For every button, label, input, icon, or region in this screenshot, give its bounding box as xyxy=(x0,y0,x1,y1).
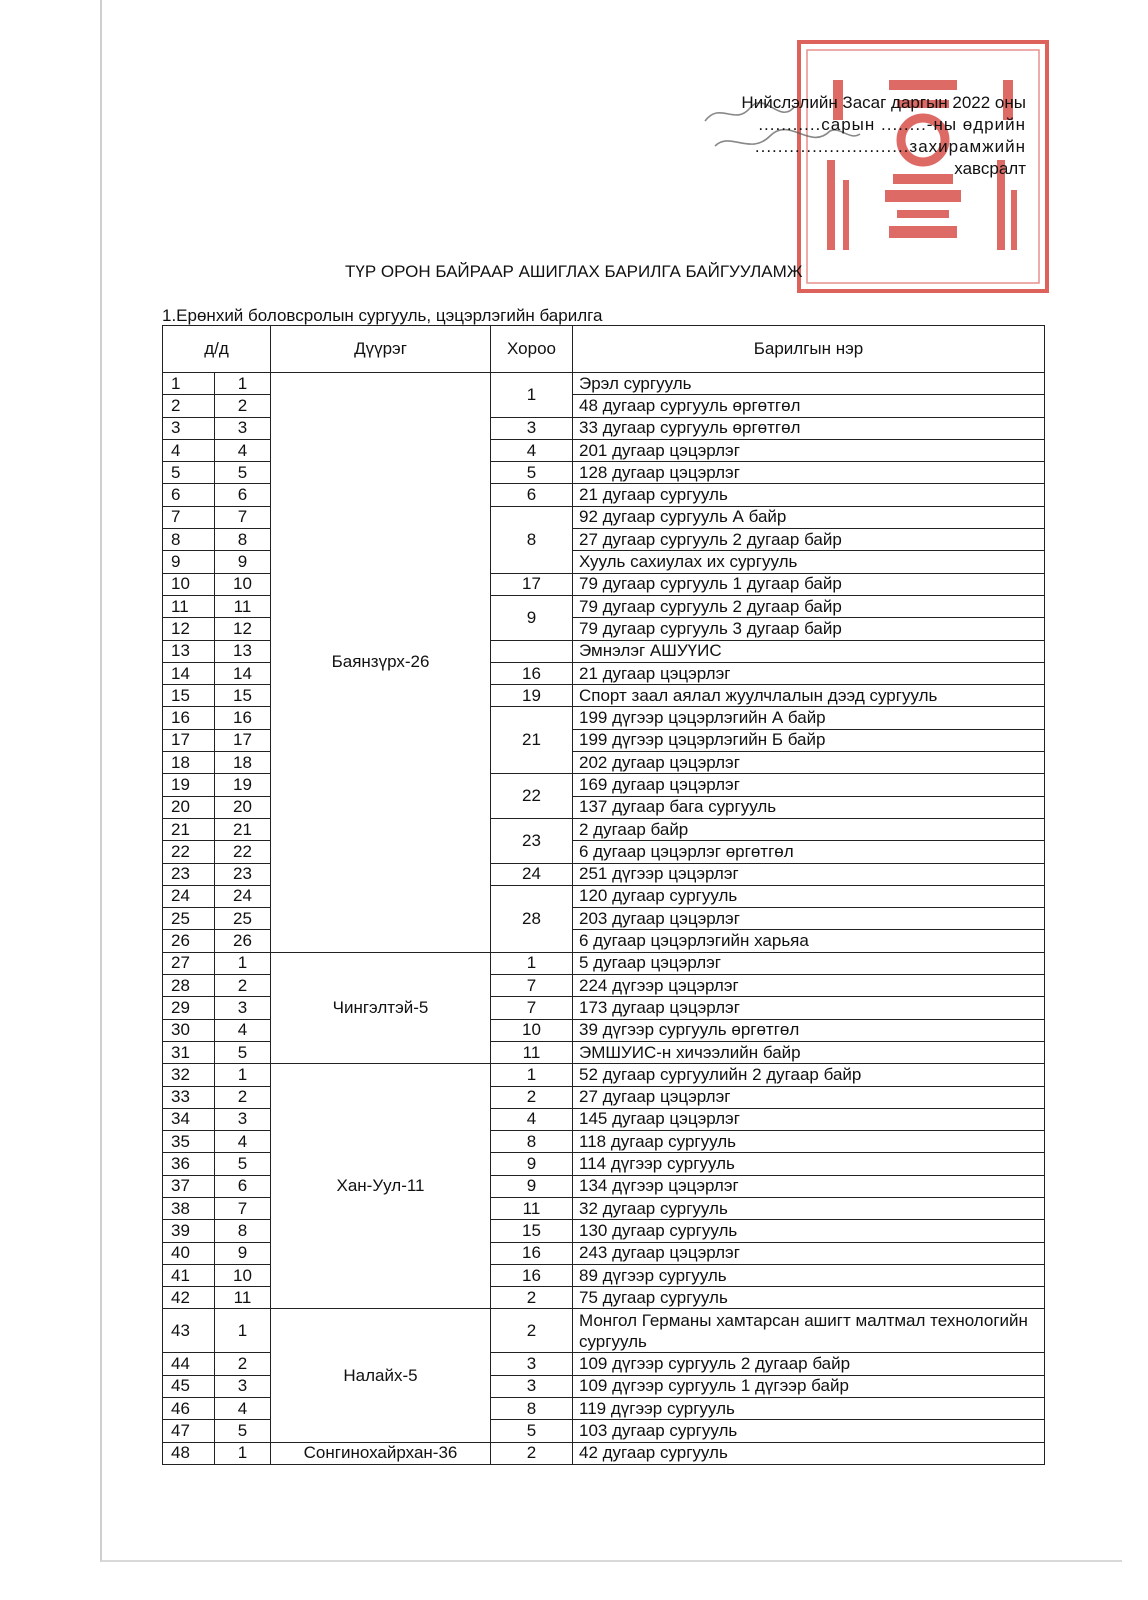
horoo-number: 16 xyxy=(491,1242,573,1264)
decree-header xyxy=(690,92,1026,180)
row-number: 31 xyxy=(163,1041,215,1063)
building-name: 27 дугаар сургууль 2 дугаар байр xyxy=(573,529,1045,551)
horoo-number: 3 xyxy=(491,1375,573,1397)
district-row-number: 1 xyxy=(215,1064,271,1086)
district-row-number: 6 xyxy=(215,484,271,506)
section-title: 1.Ерөнхий боловсролын сургууль, цэцэрлэгийн барилга xyxy=(162,306,603,325)
district-row-number: 3 xyxy=(215,997,271,1019)
horoo-number: 21 xyxy=(491,707,573,774)
row-number: 22 xyxy=(163,841,215,863)
building-name: 42 дугаар сургууль xyxy=(573,1442,1045,1464)
table-row xyxy=(163,952,1045,974)
row-number: 7 xyxy=(163,506,215,528)
table-row xyxy=(163,373,1045,395)
building-name: 92 дугаар сургууль А байр xyxy=(573,506,1045,528)
row-number: 28 xyxy=(163,975,215,997)
district-row-number: 18 xyxy=(215,752,271,774)
building-name: 33 дугаар сургууль өргөтгөл xyxy=(573,417,1045,439)
row-number: 35 xyxy=(163,1131,215,1153)
table-row xyxy=(163,1442,1045,1464)
row-number: 18 xyxy=(163,752,215,774)
header-line-4: хавсралт xyxy=(954,159,1026,178)
district-row-number: 23 xyxy=(215,863,271,885)
horoo-number xyxy=(491,640,573,662)
district-row-number: 14 xyxy=(215,662,271,684)
horoo-number: 28 xyxy=(491,885,573,952)
horoo-number: 4 xyxy=(491,1108,573,1130)
horoo-number: 22 xyxy=(491,774,573,819)
district-row-number: 7 xyxy=(215,506,271,528)
horoo-number: 2 xyxy=(491,1086,573,1108)
horoo-number: 9 xyxy=(491,595,573,640)
horoo-number: 5 xyxy=(491,462,573,484)
horoo-number: 2 xyxy=(491,1309,573,1353)
horoo-number: 16 xyxy=(491,1264,573,1286)
row-number: 5 xyxy=(163,462,215,484)
horoo-number: 2 xyxy=(491,1287,573,1309)
district-name: Баянзүрх-26 xyxy=(271,373,491,953)
row-number: 27 xyxy=(163,952,215,974)
building-name: 199 дүгээр цэцэрлэгийн Б байр xyxy=(573,729,1045,751)
district-name: Чингэлтэй-5 xyxy=(271,952,491,1063)
district-row-number: 3 xyxy=(215,1375,271,1397)
row-number: 42 xyxy=(163,1287,215,1309)
row-number: 21 xyxy=(163,818,215,840)
district-row-number: 26 xyxy=(215,930,271,952)
building-name: 79 дугаар сургууль 1 дугаар байр xyxy=(573,573,1045,595)
row-number: 14 xyxy=(163,662,215,684)
building-name: 224 дүгээр цэцэрлэг xyxy=(573,975,1045,997)
row-number: 13 xyxy=(163,640,215,662)
row-number: 23 xyxy=(163,863,215,885)
building-name: 203 дугаар цэцэрлэг xyxy=(573,908,1045,930)
district-row-number: 20 xyxy=(215,796,271,818)
building-name: 137 дугаар бага сургууль xyxy=(573,796,1045,818)
row-number: 25 xyxy=(163,908,215,930)
row-number: 30 xyxy=(163,1019,215,1041)
horoo-number: 9 xyxy=(491,1153,573,1175)
header-building: Барилгын нэр xyxy=(573,326,1045,373)
row-number: 46 xyxy=(163,1398,215,1420)
district-row-number: 13 xyxy=(215,640,271,662)
building-name: 201 дугаар цэцэрлэг xyxy=(573,439,1045,461)
horoo-number: 16 xyxy=(491,662,573,684)
horoo-number: 23 xyxy=(491,818,573,863)
horoo-number: 7 xyxy=(491,975,573,997)
row-number: 47 xyxy=(163,1420,215,1442)
row-number: 45 xyxy=(163,1375,215,1397)
row-number: 4 xyxy=(163,439,215,461)
building-name: 118 дугаар сургууль xyxy=(573,1131,1045,1153)
district-row-number: 10 xyxy=(215,1264,271,1286)
header-line-1: Нийслэлийн Засаг даргын 2022 оны xyxy=(741,93,1026,112)
building-name: 89 дүгээр сургууль xyxy=(573,1264,1045,1286)
district-row-number: 10 xyxy=(215,573,271,595)
horoo-number: 19 xyxy=(491,685,573,707)
horoo-number: 4 xyxy=(491,439,573,461)
district-row-number: 24 xyxy=(215,885,271,907)
row-number: 44 xyxy=(163,1353,215,1375)
building-name: 32 дугаар сургууль xyxy=(573,1197,1045,1219)
horoo-number: 1 xyxy=(491,373,573,418)
district-row-number: 5 xyxy=(215,1041,271,1063)
building-name: 48 дугаар сургууль өргөтгөл xyxy=(573,395,1045,417)
table-header-row xyxy=(163,326,1045,373)
building-name: 103 дугаар сургууль xyxy=(573,1420,1045,1442)
building-name: 79 дугаар сургууль 2 дугаар байр xyxy=(573,595,1045,617)
table-row xyxy=(163,1309,1045,1353)
district-row-number: 19 xyxy=(215,774,271,796)
district-row-number: 7 xyxy=(215,1197,271,1219)
row-number: 39 xyxy=(163,1220,215,1242)
horoo-number: 2 xyxy=(491,1442,573,1464)
horoo-number: 11 xyxy=(491,1197,573,1219)
district-name: Хан-Уул-11 xyxy=(271,1064,491,1309)
district-row-number: 17 xyxy=(215,729,271,751)
building-name: 119 дүгээр сургууль xyxy=(573,1398,1045,1420)
building-name: 2 дугаар байр xyxy=(573,818,1045,840)
district-row-number: 25 xyxy=(215,908,271,930)
horoo-number: 11 xyxy=(491,1041,573,1063)
row-number: 15 xyxy=(163,685,215,707)
building-name: 109 дүгээр сургууль 1 дүгээр байр xyxy=(573,1375,1045,1397)
row-number: 29 xyxy=(163,997,215,1019)
horoo-number: 5 xyxy=(491,1420,573,1442)
building-name: ЭМШУИС-н хичээлийн байр xyxy=(573,1041,1045,1063)
row-number: 48 xyxy=(163,1442,215,1464)
horoo-number: 24 xyxy=(491,863,573,885)
row-number: 38 xyxy=(163,1197,215,1219)
district-row-number: 15 xyxy=(215,685,271,707)
horoo-number: 9 xyxy=(491,1175,573,1197)
building-name: 199 дүгээр цэцэрлэгийн А байр xyxy=(573,707,1045,729)
row-number: 26 xyxy=(163,930,215,952)
horoo-number: 7 xyxy=(491,997,573,1019)
district-row-number: 11 xyxy=(215,595,271,617)
horoo-number: 1 xyxy=(491,1064,573,1086)
horoo-number: 6 xyxy=(491,484,573,506)
row-number: 40 xyxy=(163,1242,215,1264)
buildings-table xyxy=(162,325,1045,1465)
building-name: 21 дугаар сургууль xyxy=(573,484,1045,506)
district-row-number: 1 xyxy=(215,952,271,974)
row-number: 1 xyxy=(163,373,215,395)
row-number: 43 xyxy=(163,1309,215,1353)
district-row-number: 1 xyxy=(215,1442,271,1464)
row-number: 11 xyxy=(163,595,215,617)
district-row-number: 1 xyxy=(215,1309,271,1353)
district-row-number: 9 xyxy=(215,1242,271,1264)
row-number: 33 xyxy=(163,1086,215,1108)
building-name: 202 дугаар цэцэрлэг xyxy=(573,752,1045,774)
row-number: 2 xyxy=(163,395,215,417)
horoo-number: 10 xyxy=(491,1019,573,1041)
table-body xyxy=(163,373,1045,1465)
building-name: 145 дугаар цэцэрлэг xyxy=(573,1108,1045,1130)
building-name: 128 дугаар цэцэрлэг xyxy=(573,462,1045,484)
district-row-number: 21 xyxy=(215,818,271,840)
district-row-number: 22 xyxy=(215,841,271,863)
building-name: 169 дугаар цэцэрлэг xyxy=(573,774,1045,796)
row-number: 6 xyxy=(163,484,215,506)
building-name: 130 дугаар сургууль xyxy=(573,1220,1045,1242)
building-name: 114 дүгээр сургууль xyxy=(573,1153,1045,1175)
district-row-number: 6 xyxy=(215,1175,271,1197)
horoo-number: 8 xyxy=(491,1131,573,1153)
building-name: 52 дугаар сургуулийн 2 дугаар байр xyxy=(573,1064,1045,1086)
document-title: ТҮР ОРОН БАЙРААР АШИГЛАХ БАРИЛГА БАЙГУУЛАМЖ xyxy=(345,262,803,281)
row-number: 3 xyxy=(163,417,215,439)
district-row-number: 5 xyxy=(215,1420,271,1442)
header-district: Дүүрэг xyxy=(271,326,491,373)
row-number: 10 xyxy=(163,573,215,595)
district-row-number: 1 xyxy=(215,373,271,395)
district-row-number: 3 xyxy=(215,417,271,439)
header-index: д/д xyxy=(163,326,271,373)
building-name: 173 дугаар цэцэрлэг xyxy=(573,997,1045,1019)
building-name: 109 дүгээр сургууль 2 дугаар байр xyxy=(573,1353,1045,1375)
horoo-number: 8 xyxy=(491,1398,573,1420)
horoo-number: 1 xyxy=(491,952,573,974)
building-name: 21 дугаар цэцэрлэг xyxy=(573,662,1045,684)
district-row-number: 8 xyxy=(215,1220,271,1242)
row-number: 17 xyxy=(163,729,215,751)
district-name: Налайх-5 xyxy=(271,1309,491,1442)
building-name: 27 дугаар цэцэрлэг xyxy=(573,1086,1045,1108)
district-name: Сонгинохайрхан-36 xyxy=(271,1442,491,1464)
building-name: Хууль сахиулах их сургууль xyxy=(573,551,1045,573)
building-name: 6 дугаар цэцэрлэг өргөтгөл xyxy=(573,841,1045,863)
horoo-number: 8 xyxy=(491,506,573,573)
row-number: 19 xyxy=(163,774,215,796)
row-number: 34 xyxy=(163,1108,215,1130)
district-row-number: 5 xyxy=(215,1153,271,1175)
district-row-number: 16 xyxy=(215,707,271,729)
district-row-number: 2 xyxy=(215,975,271,997)
horoo-number: 15 xyxy=(491,1220,573,1242)
building-name: 6 дугаар цэцэрлэгийн харьяа xyxy=(573,930,1045,952)
row-number: 9 xyxy=(163,551,215,573)
district-row-number: 12 xyxy=(215,618,271,640)
row-number: 36 xyxy=(163,1153,215,1175)
building-name: Монгол Германы хамтарсан ашигт малтмал технологийн сургууль xyxy=(573,1309,1045,1353)
header-line-2: ...........сарын ........-ны өдрийн xyxy=(758,115,1026,134)
district-row-number: 2 xyxy=(215,395,271,417)
horoo-number: 3 xyxy=(491,417,573,439)
district-row-number: 2 xyxy=(215,1353,271,1375)
building-name: 79 дугаар сургууль 3 дугаар байр xyxy=(573,618,1045,640)
district-row-number: 5 xyxy=(215,462,271,484)
horoo-number: 17 xyxy=(491,573,573,595)
row-number: 20 xyxy=(163,796,215,818)
district-row-number: 8 xyxy=(215,529,271,551)
building-name: Эрэл сургууль xyxy=(573,373,1045,395)
district-row-number: 4 xyxy=(215,1131,271,1153)
building-name: 39 дүгээр сургууль өргөтгөл xyxy=(573,1019,1045,1041)
row-number: 37 xyxy=(163,1175,215,1197)
district-row-number: 4 xyxy=(215,1019,271,1041)
district-row-number: 11 xyxy=(215,1287,271,1309)
building-name: 134 дүгээр цэцэрлэг xyxy=(573,1175,1045,1197)
building-name: Эмнэлэг АШУҮИС xyxy=(573,640,1045,662)
district-row-number: 3 xyxy=(215,1108,271,1130)
horoo-number: 3 xyxy=(491,1353,573,1375)
district-row-number: 2 xyxy=(215,1086,271,1108)
table-row xyxy=(163,1064,1045,1086)
row-number: 24 xyxy=(163,885,215,907)
building-name: 75 дугаар сургууль xyxy=(573,1287,1045,1309)
building-name: 251 дүгээр цэцэрлэг xyxy=(573,863,1045,885)
row-number: 32 xyxy=(163,1064,215,1086)
building-name: 5 дугаар цэцэрлэг xyxy=(573,952,1045,974)
header-line-3: ...........................захирамжийн xyxy=(754,137,1026,156)
district-row-number: 4 xyxy=(215,1398,271,1420)
district-row-number: 9 xyxy=(215,551,271,573)
header-horoo: Хороо xyxy=(491,326,573,373)
district-row-number: 4 xyxy=(215,439,271,461)
building-name: 120 дугаар сургууль xyxy=(573,885,1045,907)
row-number: 41 xyxy=(163,1264,215,1286)
row-number: 16 xyxy=(163,707,215,729)
row-number: 8 xyxy=(163,529,215,551)
building-name: 243 дугаар цэцэрлэг xyxy=(573,1242,1045,1264)
row-number: 12 xyxy=(163,618,215,640)
building-name: Спорт заал аялал жуулчлалын дээд сургууль xyxy=(573,685,1045,707)
